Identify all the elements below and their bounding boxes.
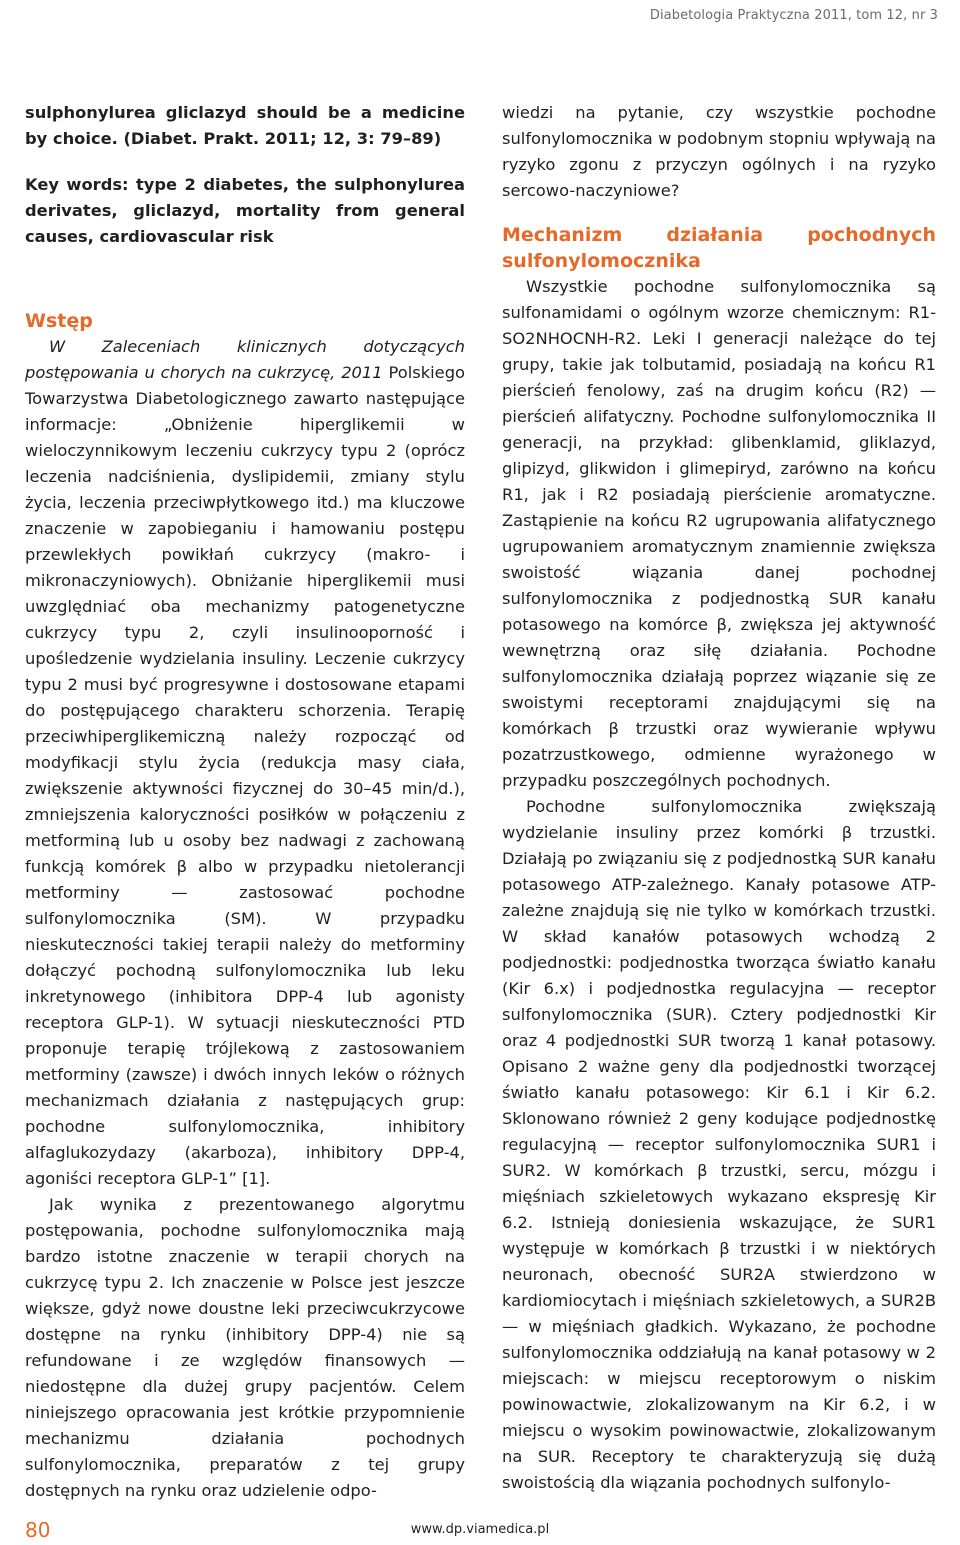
keywords: Key words: type 2 diabetes, the sulphonylurea derivates, gliclazyd, mortality from general causes, cardiovascular risk xyxy=(25,175,465,246)
continuation-paragraph: wiedzi na pytanie, czy wszystkie pochodne sulfonylomocznika w podobnym stopniu wpływają na ryzyko zgonu z przyczyn ogólnych i na ryzyko sercowo-naczyniowe? xyxy=(502,103,936,200)
abstract-tail: sulphonylurea gliclazyd should be a medicine by choice. (Diabet. Prakt. 2011; 12, 3: 79–89) xyxy=(25,103,465,148)
right-column xyxy=(502,100,936,1496)
intro-paragraph-1-text: Polskiego Towarzystwa Diabetologicznego zawarto następujące informacje: „Obniżenie hiperglikemii w wieloczynnikowym leczeniu cukrzycy typu 2 (oprócz leczenia nadciśnienia, dyslipidemii, zmiany stylu życia, leczenia przeciwpłytkowego itd.) ma kluczowe znaczenie w zapobieganiu i hamowaniu postępu przewlekłych powikłań cukrzycy (makro- i mikronaczyniowych). Obniżanie hiperglikemii musi uwzględniać oba mechanizmy patogenetyczne cukrzycy typu 2, czyli insulinooporność i upośledzenie wydzielania insuliny. Leczenie cukrzycy typu 2 musi być progresywne i dostosowane etapami do postępującego charakteru schorzenia. Terapię przeciwhiperglikemiczną należy rozpocząć od modyfikacji stylu życia (redukcja masy ciała, zwiększenie aktywności fizycznej do 30–45 min/d.), zmniejszenia kaloryczności posiłków w połączeniu z metforminą lub u osoby bez nadwagi z zachowaną funkcją komórek β albo w przypadku nietolerancji metforminy — zastosować pochodne sulfonylomocznika (SM). W przypadku nieskuteczności takiej terapii należy do metforminy dołączyć pochodną sulfonylomocznika lub leku inkretynowego (inhibitora DPP-4 lub agonisty receptora GLP-1). W sytuacji nieskuteczności PTD proponuje terapię trójlekową z zastosowaniem metforminy (zawsze) i dwóch innych leków o różnych mechanizmach działania z następujących grup: pochodne sulfonylomocznika, inhibitory alfaglukozydazy (akarboza), inhibitory DPP-4, agoniści receptora GLP-1” [1]. xyxy=(25,363,465,1188)
section-heading-mechanism: Mechanizm działania pochodnych sulfonylomocznika xyxy=(502,224,936,272)
mechanism-paragraph-2: Pochodne sulfonylomocznika zwiększają wydzielanie insuliny przez komórki β trzustki. Działają po związaniu się z podjednostką SUR kanału potasowego ATP-zależnego. Kanały potasowe ATP-zależne znajdują się nie tylko w komórkach trzustki. W skład kanałów potasowych wchodzą 2 podjednostki: podjednostka tworząca światło kanału (Kir 6.x) i podjednostka regulacyjna — receptor sulfonylomocznika (SUR). Cztery podjednostki Kir oraz 4 podjednostki SUR tworzą 1 kanał potasowy. Opisano 2 ważne geny dla podjednostki tworzącej światło kanału potasowego: Kir 6.1 i Kir 6.2. Sklonowano również 2 geny kodujące podjednostkę regulacyjną — receptor sulfonylomocznika SUR1 i SUR2. W komórkach β trzustki, sercu, mózgu i mięśniach szkieletowych wykazano ekspresję Kir 6.2. Istnieją doniesienia wskazujące, że SUR1 występuje w komórkach β trzustki i w niektórych neuronach, obecność SUR2A stwierdzono w kardiomiocytach i mięśniach szkieletowych, a SUR2B — w mięśniach gładkich. Wykazano, że pochodne sulfonylomocznika oddziałują na kanał potasowy w 2 miejscach: w miejscu receptorowym o niskim powinowactwie, zlokalizowanym na Kir 6.2, i w miejscu o wysokim powinowactwie, zlokalizowanym na SUR. Receptory te charakteryzują się dużą swoistością dla wiązania pochodnych sulfonylo- xyxy=(502,797,936,1492)
intro-italic-citation: W Zaleceniach klinicznych dotyczących postępowania u chorych na cukrzycę, 2011 xyxy=(25,337,465,382)
page-number: 80 xyxy=(25,1518,51,1542)
intro-paragraph-1 xyxy=(25,334,465,1192)
running-head: Diabetologia Praktyczna 2011, tom 12, nr 3 xyxy=(649,8,938,23)
journal-url: www.dp.viamedica.pl xyxy=(410,1522,550,1537)
intro-paragraph-2: Jak wynika z prezentowanego algorytmu postępowania, pochodne sulfonylomocznika mają bardzo istotne znaczenie w terapii chorych na cukrzycę typu 2. Ich znaczenie w Polsce jest jeszcze większe, gdyż nowe doustne leki przeciwcukrzycowe dostępne na rynku (inhibitory DPP-4) nie są refundowane i ze względów finansowych — niedostępne dla dużej grupy pacjentów. Celem niniejszego opracowania jest krótkie przypomnienie mechanizmu działania pochodnych sulfonylomocznika, preparatów z tej grupy dostępnych na rynku oraz udzielenie odpo- xyxy=(25,1195,465,1500)
section-heading-intro: Wstęp xyxy=(25,310,93,332)
mechanism-paragraph-1: Wszystkie pochodne sulfonylomocznika są sulfonamidami o ogólnym wzorze chemicznym: R1-SO2NHOCNH-R2. Leki I generacji należące do tej grupy, takie jak tolbutamid, posiadają na końcu R1 pierścień fenolowy, zaś na drugim końcu (R2) — pierścień alifatyczny. Pochodne sulfonylomocznika II generacji, na przykład: glibenklamid, gliklazyd, glipizyd, glikwidon i glimepiryd, zarówno na końcu R1, jak i R2 posiadają pierścienie aromatyczne. Zastąpienie na końcu R2 ugrupowania alifatycznego ugrupowaniem aromatycznym znamiennie zwiększa swoistość wiązania danej pochodnej sulfonylomocznika z podjednostką SUR kanału potasowego na komórce β, zwiększa jej aktywność wewnętrzną oraz siłę działania. Pochodne sulfonylomocznika działają poprzez wiązanie się ze swoistymi receptorami znajdującymi się na komórkach β trzustki oraz wywieranie wpływu pozatrzustkowego, odmienne wyrażonego w przypadku poszczególnych pochodnych. xyxy=(502,277,936,790)
left-column xyxy=(25,100,465,1504)
